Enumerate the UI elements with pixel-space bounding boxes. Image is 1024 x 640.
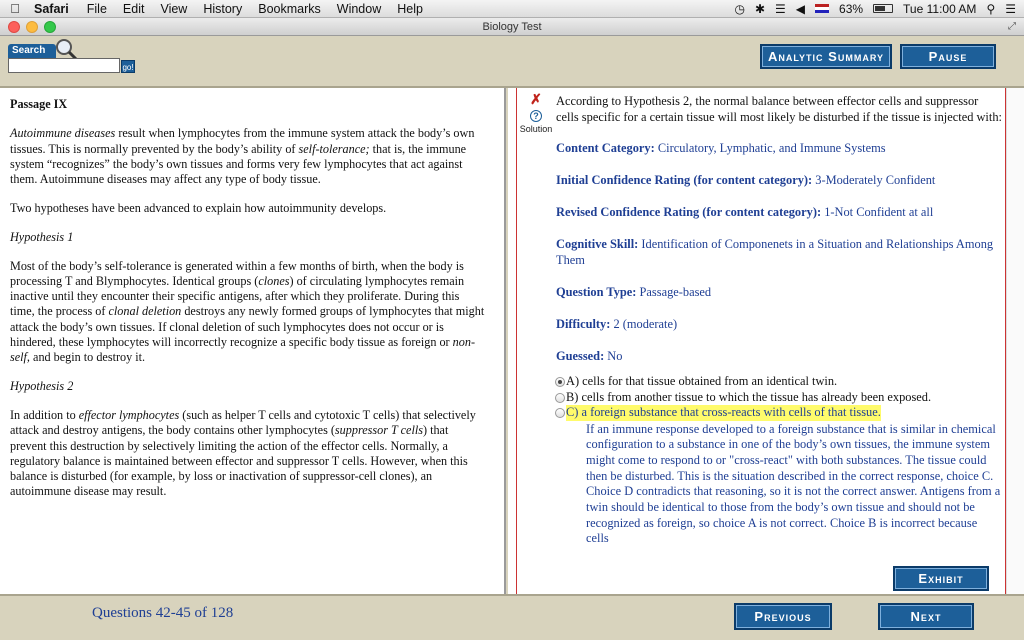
volume-icon[interactable]: ◀ — [795, 1, 806, 16]
meta-initial-confidence: Initial Confidence Rating (for content category): 3-Moderately Confident — [556, 173, 936, 187]
meta-cognitive-skill: Cognitive Skill: Identification of Componenets in a Situation and Relationships Among Them — [556, 237, 994, 267]
search-go-button[interactable]: go! — [121, 60, 135, 73]
hypothesis-2-heading: Hypothesis 2 — [10, 379, 74, 394]
passage-title: Passage IX — [10, 97, 68, 111]
radio-b[interactable] — [555, 393, 565, 403]
margin-line — [516, 88, 517, 594]
passage-pane — [0, 88, 506, 594]
window-title: Biology Test — [482, 21, 542, 33]
apple-icon[interactable] — [0, 1, 30, 16]
passage-paragraph-3: Most of the body’s self-tolerance is generated within a few months of birth, when the body is processing T and Blymphocytes. Identical groups (clones) of circulating lymphocytes remain inactive until they encounter their specific antigens, after which they proliferate. During this time, the process of clonal deletion destroys any newly formed groups of lymphocytes that might attack the body’s own tissues. If clonal deletion of such lymphocytes does not occur or is hindered, these lymphocytes will incorrectly recognize a specific body tissue as foreign or non-self, and begin to destroy it. — [10, 258, 485, 365]
mac-menu-bar — [0, 0, 1024, 18]
passage-paragraph-2: Two hypotheses have been advanced to explain how autoimmunity develops. — [10, 200, 387, 215]
radio-a[interactable] — [555, 377, 565, 387]
menu-file[interactable]: File — [86, 1, 107, 16]
question-stem: According to Hypothesis 2, the normal balance between effector cells and suppressor cells specific for a certain tissue will most likely be disturbed if the tissue is injected with: — [556, 94, 1002, 124]
meta-revised-confidence: Revised Confidence Rating (for content category): 1-Not Confident at all — [556, 205, 934, 219]
fullscreen-icon[interactable]: ⤢ — [1008, 21, 1016, 32]
solution-help-icon[interactable]: ? — [530, 110, 542, 122]
menu-help[interactable]: Help — [397, 1, 423, 16]
spotlight-icon[interactable]: ⚲ — [986, 1, 996, 16]
radio-c[interactable] — [555, 408, 565, 418]
meta-difficulty: Difficulty: 2 (moderate) — [556, 316, 678, 331]
choice-b[interactable]: B) cells from another tissue to which the tissue has already been exposed. — [556, 390, 1002, 406]
wifi-icon[interactable]: ☰ — [775, 1, 786, 16]
zoom-window-button[interactable] — [44, 21, 56, 33]
previous-button[interactable]: Previous — [734, 603, 832, 630]
solution-column — [518, 92, 554, 134]
analytic-summary-button[interactable]: Analytic Summary — [760, 44, 892, 69]
close-window-button[interactable] — [8, 21, 20, 33]
solution-label[interactable]: Solution — [519, 124, 553, 134]
menu-edit[interactable]: Edit — [122, 1, 145, 16]
test-header — [0, 36, 1024, 88]
exhibit-button[interactable]: Exhibit — [893, 566, 989, 591]
choice-a[interactable]: A) cells for that tissue obtained from an identical twin. — [556, 374, 1002, 390]
bluetooth-icon[interactable]: ✱ — [754, 1, 766, 16]
window-title-bar — [0, 18, 1024, 36]
minimize-window-button[interactable] — [26, 21, 38, 33]
clock[interactable]: Tue 11:00 AM — [903, 1, 977, 16]
menu-history[interactable]: History — [203, 1, 243, 16]
meta-guessed: Guessed: No — [556, 348, 623, 363]
search-label: Search — [8, 44, 56, 58]
test-footer — [0, 594, 1024, 640]
notification-center-icon[interactable]: ☰ — [1005, 1, 1016, 16]
menu-bookmarks[interactable]: Bookmarks — [258, 1, 321, 16]
search-input[interactable] — [8, 58, 120, 73]
passage-paragraph-1: Autoimmune diseases result when lymphocytes from the immune system attack the body’s own tissues. This is normally prevented by the body’s ability of self-tolerance; that is, the immune system “recognizes” the body’s own tissues and forms very few lymphocytes that act against them. Autoimmune diseases may affect any type of body tissue. — [10, 126, 475, 187]
pause-button[interactable]: Pause — [900, 44, 996, 69]
answer-explanation: If an immune response developed to a foreign substance that is similar in chemical configuration to a substance in one of the body’s own tissues, the immune system might come to respond to or "cross-react" with both substances. The tissue could then be disturbed. This is the situation described in the correct response, choice C. Choice D contradicts that reasoning, so it is not the correct answer. Antigens from a twin should be identical to those from the body’s own tissue and should not be recognized as foreign, so choice A is not correct. Choice B is incorrect because cells — [586, 421, 1001, 546]
menu-app-name[interactable]: Safari — [34, 1, 69, 16]
choice-c[interactable]: C) a foreign substance that cross-reacts with cells of that tissue. — [556, 405, 1002, 421]
meta-content-category: Content Category: Circulatory, Lymphatic, and Immune Systems — [556, 141, 886, 155]
battery-icon[interactable] — [873, 4, 893, 13]
menu-window[interactable]: Window — [336, 1, 382, 16]
question-content — [556, 94, 1002, 547]
battery-percent[interactable]: 63% — [839, 1, 864, 16]
hypothesis-1-heading: Hypothesis 1 — [10, 229, 74, 244]
question-pane — [508, 88, 1024, 594]
time-machine-icon[interactable]: ◷ — [734, 1, 745, 16]
incorrect-x-icon: ✗ — [530, 91, 542, 107]
question-scrollbar[interactable] — [1006, 88, 1024, 594]
menu-view[interactable]: View — [160, 1, 188, 16]
question-count: Questions 42-45 of 128 — [92, 605, 234, 621]
meta-question-type: Question Type: Passage-based — [556, 284, 712, 299]
next-button[interactable]: Next — [878, 603, 974, 630]
flag-icon[interactable] — [815, 4, 829, 13]
passage-paragraph-4: In addition to effector lymphocytes (such as helper T cells and cytotoxic T cells) that selectively attack and destroy antigens, the body contains other lymphocytes (suppressor T cells) that prevent this destruction by selectively limiting the action of the effector cells. Normally, a regulatory balance is maintained between effector and suppressor T cells. However, when this balance is disturbed (for example, by loss or inactivation of suppressor-cell clones), an autoimmune disease may result. — [10, 407, 476, 499]
